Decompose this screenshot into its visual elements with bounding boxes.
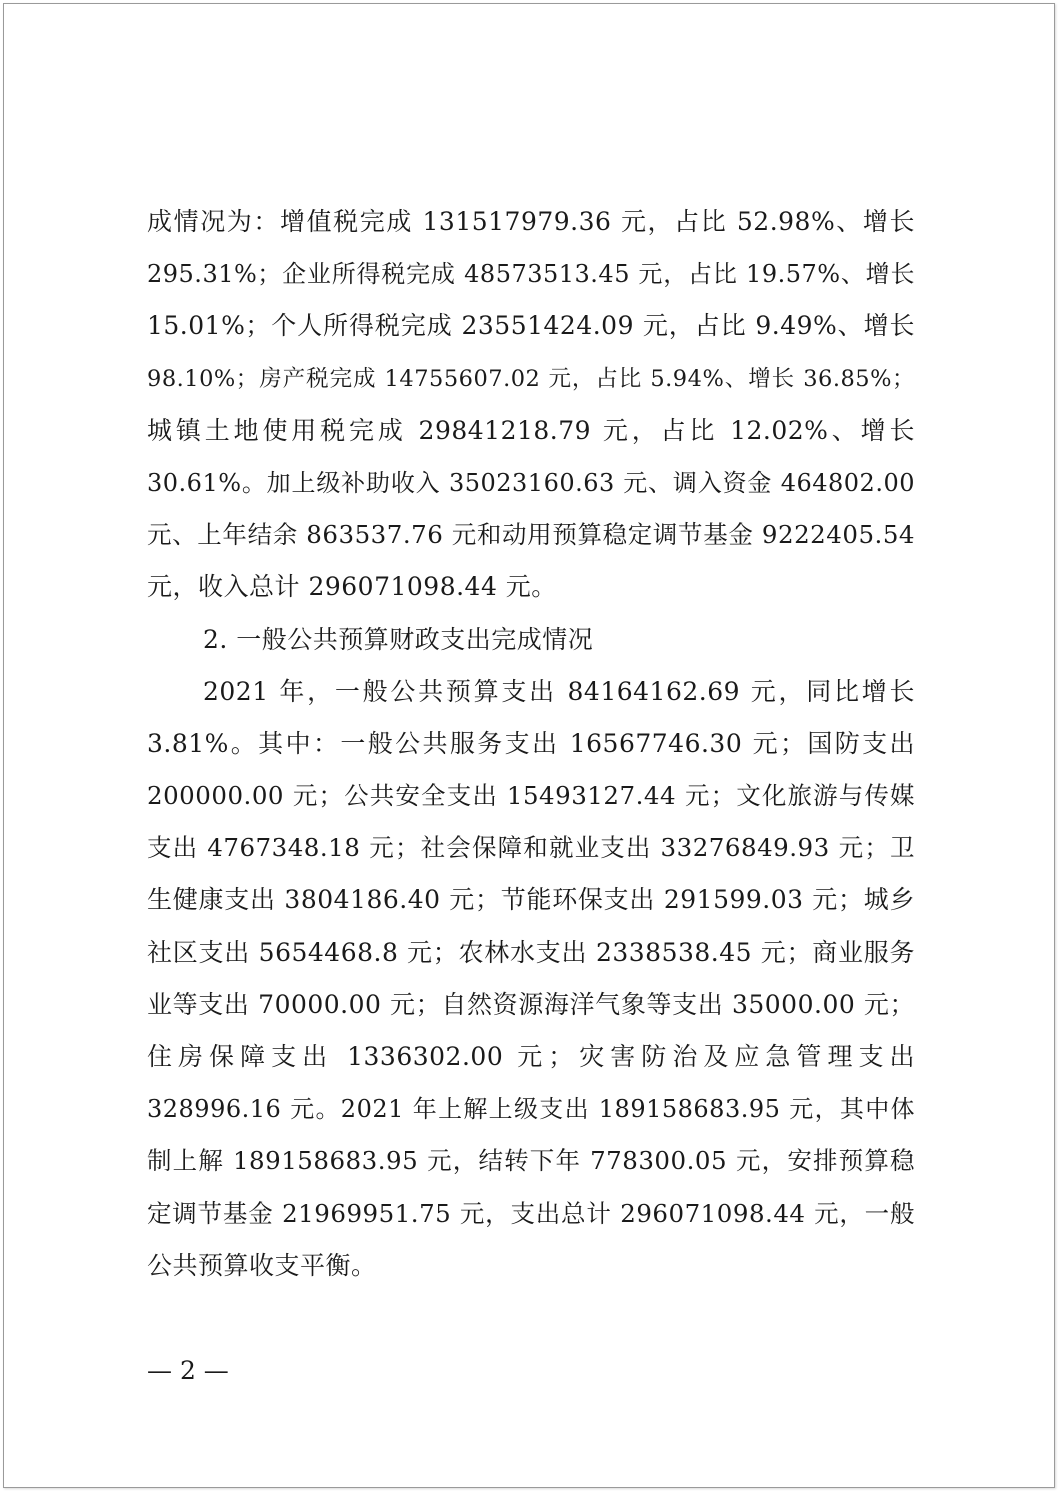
section-heading: 2. 一般公共预算财政支出完成情况 [203, 624, 594, 654]
text-line: 30.61%。加上级补助收入 35023160.63 元、调入资金 464802.00 [147, 468, 915, 497]
text-line: 295.31%；企业所得税完成 48573513.45 元，占比 19.57%、增长 [147, 260, 915, 289]
document-body [147, 196, 915, 1292]
text-line: 支出 4767348.18 元；社会保障和就业支出 33276849.93 元；卫 [147, 833, 915, 863]
text-line: 生健康支出 3804186.40 元；节能环保支出 291599.03 元；城乡 [147, 885, 915, 915]
text-line: 住房保障支出 1336302.00 元；灾害防治及应急管理支出 [147, 1042, 915, 1071]
text-line: 业等支出 70000.00 元；自然资源海洋气象等支出 35000.00 元； [147, 989, 915, 1019]
text-line: 社区支出 5654468.8 元；农林水支出 2338538.45 元；商业服务 [147, 937, 915, 967]
text-line: 公共预算收支平衡。 [147, 1250, 377, 1280]
text-line: 城镇土地使用税完成 29841218.79 元，占比 12.02%、增长 [147, 415, 915, 445]
text-line: 制上解 189158683.95 元，结转下年 778300.05 元，安排预算稳 [147, 1146, 915, 1176]
text-line: 定调节基金 21969951.75 元，支出总计 296071098.44 元，一般 [147, 1198, 915, 1228]
page-number: — 2 — [147, 1356, 229, 1385]
text-line: 328996.16 元。2021 年上解上级支出 189158683.95 元，其中体 [147, 1095, 915, 1124]
text-line: 200000.00 元；公共安全支出 15493127.44 元；文化旅游与传媒 [147, 781, 915, 811]
text-line: 3.81%。其中：一般公共服务支出 16567746.30 元；国防支出 [147, 728, 915, 758]
text-line: 成情况为：增值税完成 131517979.36 元，占比 52.98%、增长 [147, 207, 915, 236]
text-line: 元，收入总计 296071098.44 元。 [147, 572, 557, 602]
text-line: 98.10%；房产税完成 14755607.02 元，占比 5.94%、增长 36.85%； [147, 365, 915, 392]
text-line: 15.01%；个人所得税完成 23551424.09 元，占比 9.49%、增长 [147, 311, 915, 341]
text-line: 2021 年，一般公共预算支出 84164162.69 元，同比增长 [203, 676, 915, 706]
text-line: 元、上年结余 863537.76 元和动用预算稳定调节基金 9222405.54 [147, 520, 915, 550]
